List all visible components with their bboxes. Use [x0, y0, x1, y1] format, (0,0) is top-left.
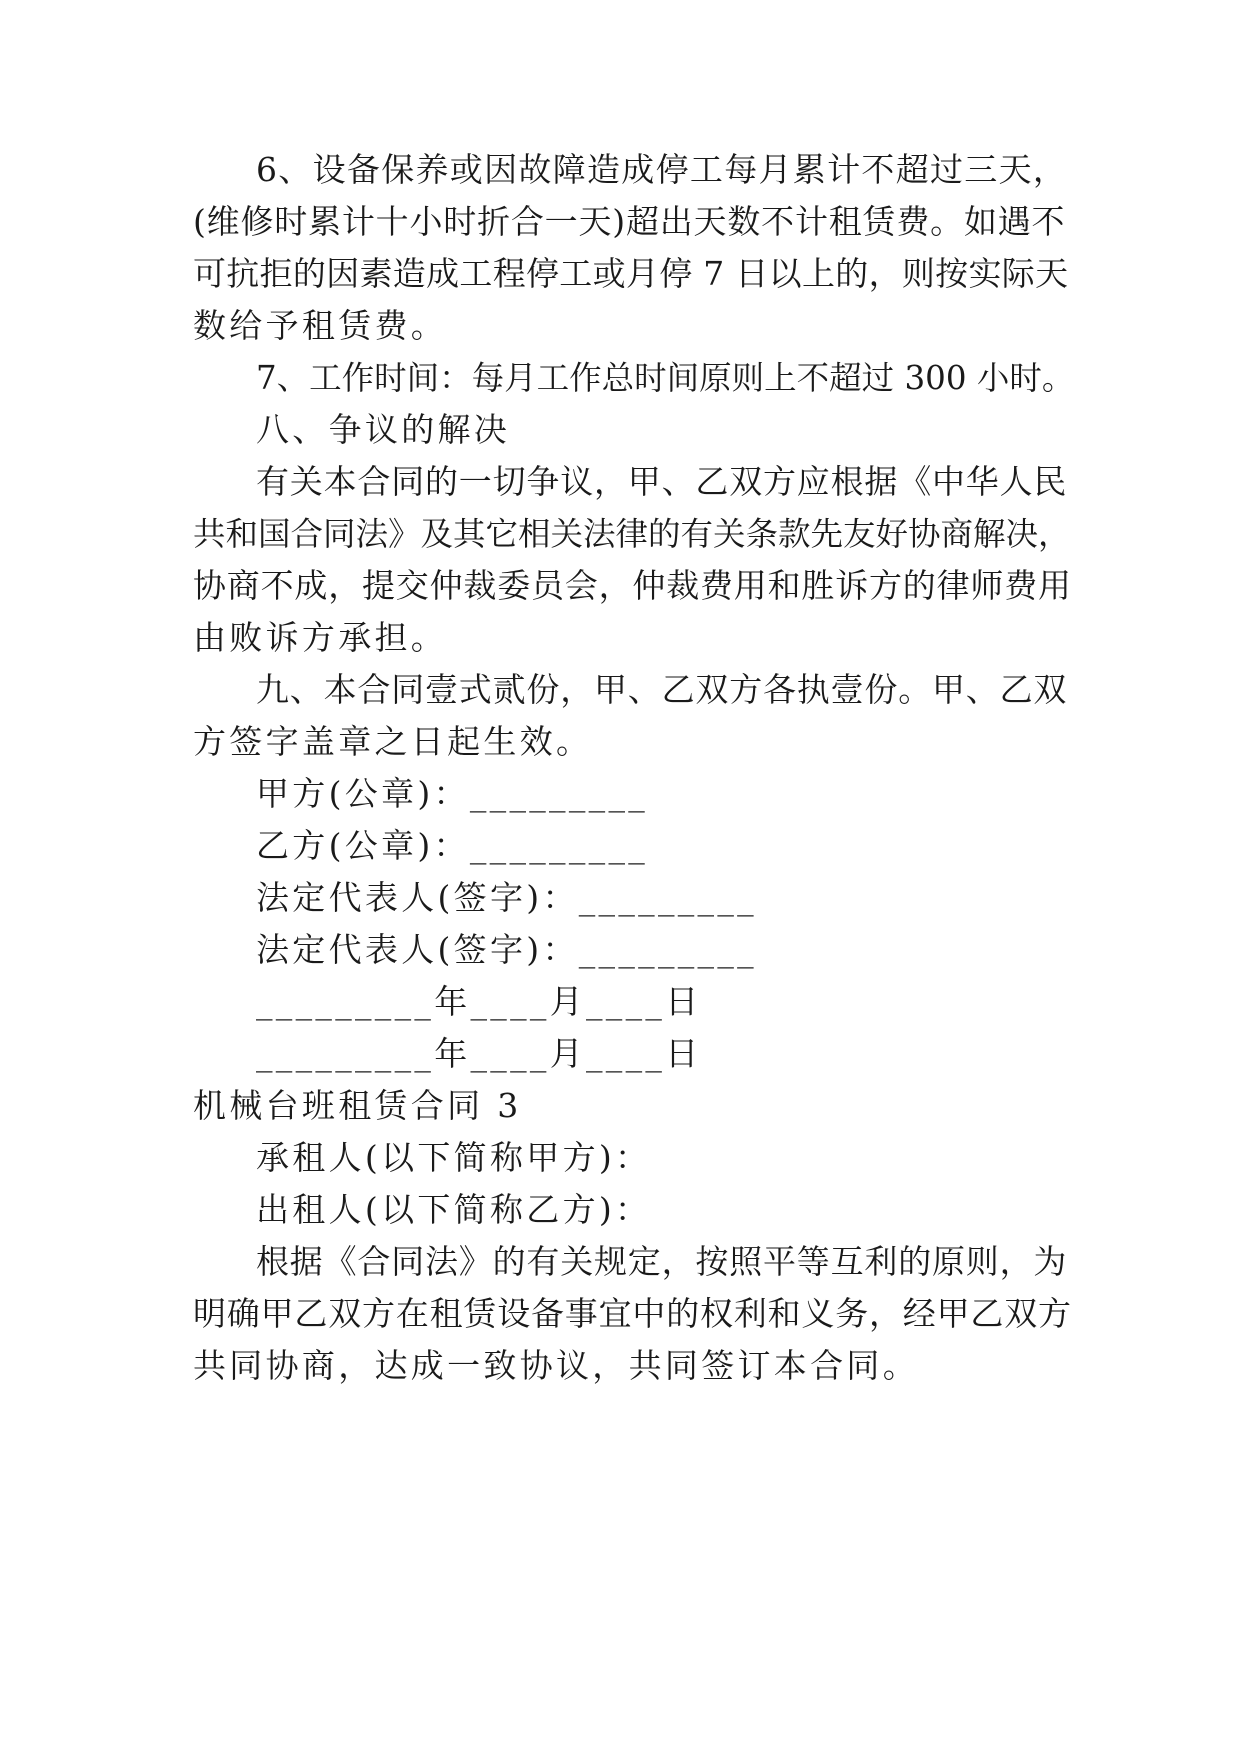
- legal-rep-b-signature: 法定代表人(签字)：_________: [256, 930, 757, 969]
- party-b-seal: 乙方(公章)：_________: [256, 826, 649, 865]
- section-9-line-2: 方签字盖章之日起生效。: [193, 722, 593, 761]
- section-9-line-1: 九、本合同壹式贰份，甲、乙双方各执壹份。甲、乙双: [256, 670, 1068, 709]
- section-8-line-3: 协商不成，提交仲裁委员会，仲裁费用和胜诉方的律师费用: [193, 566, 1072, 605]
- date-line-a: _________年____月____日: [256, 982, 702, 1021]
- section-8-line-2: 共和国合同法》及其它相关法律的有关条款先友好协商解决，: [193, 515, 1071, 553]
- lessee-line: 承租人(以下简称甲方)：: [256, 1138, 652, 1177]
- contract-3-title: 机械台班租赁合同 3: [193, 1086, 522, 1125]
- intro-line-2: 明确甲乙双方在租赁设备事宜中的权利和义务，经甲乙双方: [193, 1294, 1072, 1333]
- clause-6-line-3: 可抗拒的因素造成工程停工或月停 7 日以上的，则按实际天: [193, 254, 1069, 293]
- legal-rep-a-signature: 法定代表人(签字)：_________: [256, 878, 757, 917]
- party-a-seal: 甲方(公章)：_________: [256, 774, 649, 813]
- section-8-title: 八、争议的解决: [256, 410, 511, 449]
- section-8-line-1: 有关本合同的一切争议，甲、乙双方应根据《中华人民: [256, 462, 1068, 501]
- intro-line-1: 根据《合同法》的有关规定，按照平等互利的原则，为: [256, 1242, 1068, 1281]
- intro-line-3: 共同协商，达成一致协议，共同签订本合同。: [193, 1346, 919, 1385]
- lessor-line: 出租人(以下简称乙方)：: [256, 1190, 652, 1229]
- date-line-b: _________年____月____日: [256, 1034, 702, 1073]
- clause-6-line-1: 6、设备保养或因故障造成停工每月累计不超过三天，: [256, 150, 1068, 189]
- clause-6-line-4: 数给予租赁费。: [193, 306, 448, 345]
- clause-6-line-2: (维修时累计十小时折合一天)超出天数不计租赁费。如遇不: [193, 202, 1066, 241]
- clause-7: 7、工作时间：每月工作总时间原则上不超过 300 小时。: [256, 359, 1075, 397]
- section-8-line-4: 由败诉方承担。: [193, 618, 448, 657]
